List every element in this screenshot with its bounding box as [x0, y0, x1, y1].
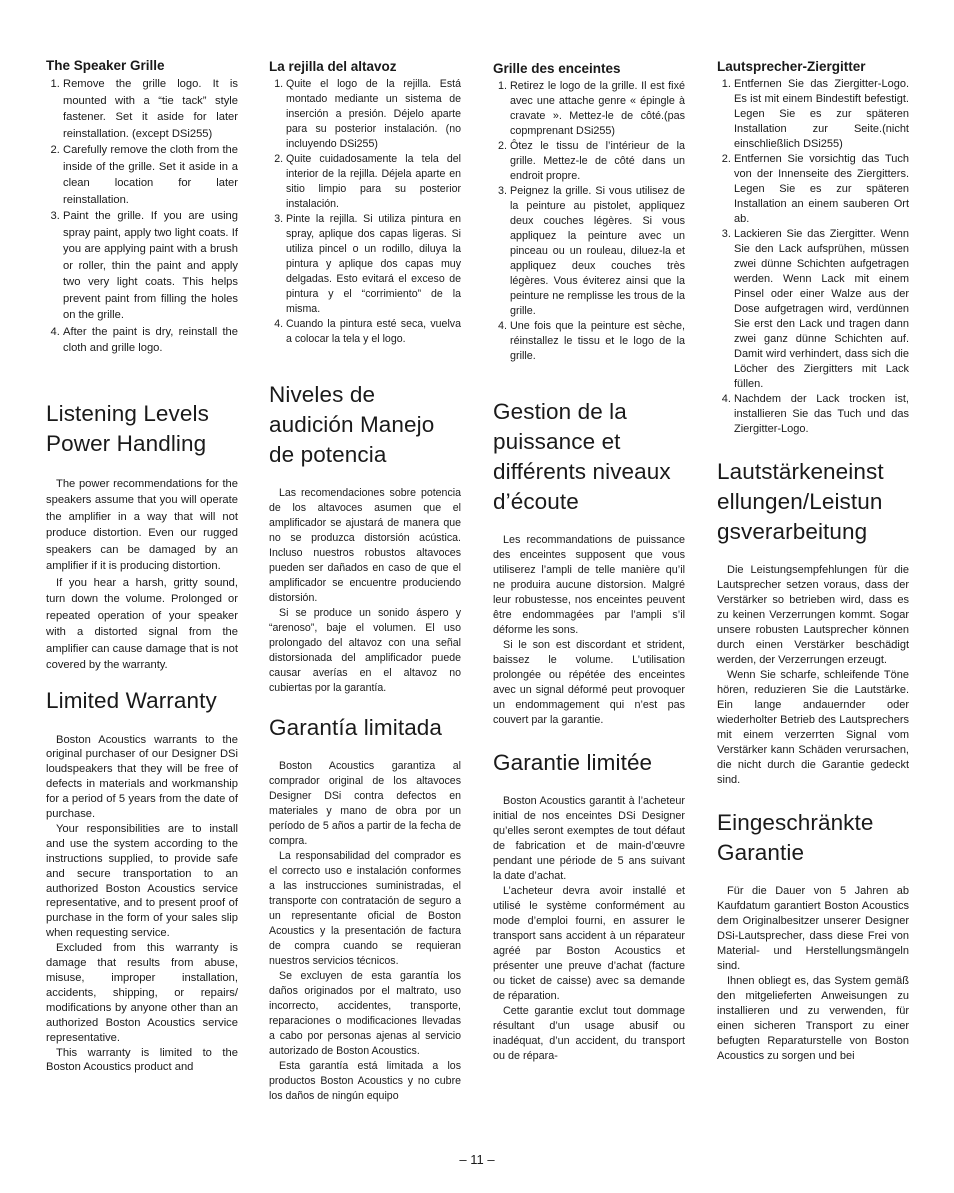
- paragraph: Boston Acoustics garantiza al comprador original de los altavoces Designer DSi contra defectos en materiales y mano de obra por un período de 5 años a partir de la fecha de compra.: [269, 760, 461, 847]
- paragraph: Boston Acoustics garantit à l’acheteur initial de nos enceintes DSi Designer qu’elles seront exemptes de tout défaut de fabrication et de main-d’œuvre pendant une période de 5 ans suivant la date d’achat.: [493, 795, 685, 882]
- list-item: 1. Remove the grille logo. It is mounted with a “tie tack” style fastener. Set it aside for later reinstallation. (except DSi255): [63, 76, 238, 142]
- paragraph: Si le son est discordant et strident, baissez le volume. L’utilisation prolongée ou répétée des enceintes avec un signal déformé peut provoquer un endommagement qui n’est pas couvert par la garantie.: [493, 639, 685, 726]
- list-item: 4. Nachdem der Lack trocken ist, installieren Sie das Tuch und das Ziergitter-Logo.: [734, 392, 909, 437]
- list-item: 4. Une fois que la peinture est sèche, réinstallez le tissu et le logo de la grille.: [510, 319, 685, 364]
- paragraph: The power recommendations for the speakers assume that you will operate the amplifier in a way that will not produce distortion. Even our rugged speakers can be damaged by an amplifier if it is producing distortion.: [46, 477, 238, 572]
- grille-steps-list: [717, 77, 909, 437]
- grille-subheading: Grille des enceintes: [493, 61, 621, 76]
- paragraph: Die Leistungsempfehlungen für die Lautsprecher setzen voraus, dass der Verstärker so betrieben wird, dass es zu keinen Verzerrungen kommt. Sogar unsere robusten Lautsprecher können durch einen Verstärker beschädigt werden, der Verzerrungen erzeugt.: [717, 564, 909, 666]
- list-item: 2. Entfernen Sie vorsichtig das Tuch von der Innenseite des Ziergitters. Legen Sie es zur späteren Installation an einem sauberen Ort ab.: [734, 152, 909, 227]
- spanish-column: [269, 59, 461, 1104]
- list-item: 2. Carefully remove the cloth from the inside of the grille. Set it aside in a clean location for later reinstallation.: [63, 142, 238, 208]
- paragraph: Si se produce un sonido áspero y “arenoso”, baje el volumen. El uso prolongado del altavoz con una señal distorsionada del amplificador puede causar averías en el altavoz no cubiertas por la garantía.: [269, 607, 461, 694]
- paragraph: Ihnen obliegt es, das System gemäß den mitgelieferten Anweisungen zu installieren und zu verwenden, für einen sicheren Transport zu einer befugten Reparaturstelle von Boston Acoustics zu sorgen und bei: [717, 975, 909, 1062]
- paragraph: Für die Dauer von 5 Jahren ab Kaufdatum garantiert Boston Acoustics dem Originalbesitzer unserer Designer DSi-Lautsprecher, dass diese Frei von Material- und Herstellungsmängeln sind.: [717, 885, 909, 972]
- paragraph: Les recommandations de puissance des enceintes supposent que vous utiliserez l’ampli de telle manière qu’il ne produira aucune distorsion. Malgré leur robustesse, nos enceintes peuvent être endommagées par l’ampli s’il déforme les sons.: [493, 534, 685, 636]
- list-item: 1. Entfernen Sie das Ziergitter-Logo. Es ist mit einem Bindestift befestigt. Legen Sie es zur späteren Installation zur Seite.(nicht einschließlich DSi255): [734, 77, 909, 152]
- paragraph: This warranty is limited to the Boston Acoustics product and: [46, 1046, 238, 1074]
- list-item: 1. Retirez le logo de la grille. Il est fixé avec une attache genre « épingle à cravate ». Mettez-le de côté.(pas copmprenant DSi255): [510, 79, 685, 139]
- paragraph: Excluded from this warranty is damage that results from abuse, misuse, improper installation, accidents, shipping, or repairs/ modifications by anyone other than an authorized Boston Acoustics service representative.: [46, 942, 238, 1044]
- page-number: – 11 –: [459, 1152, 495, 1167]
- paragraph: Las recomendaciones sobre potencia de los altavoces asumen que el amplificador se ajustará de manera que no se produzca distorsión acústica. Incluso nuestros robustos altavoces pueden ser dañados en caso de que el amplificador se encuentre produciendo distorsión.: [269, 487, 461, 604]
- listening-heading: Lautstärkeneinst ellungen/Leistun gsverarbeitung: [717, 459, 884, 544]
- grille-subheading: Lautsprecher-Ziergitter: [717, 59, 866, 74]
- listening-heading: Gestion de la puissance et différents niveaux d’écoute: [493, 399, 671, 514]
- list-item: 2. Ôtez le tissu de l’intérieur de la grille. Mettez-le de côté dans un endroit propre.: [510, 139, 685, 184]
- warranty-heading: Limited Warranty: [46, 687, 217, 713]
- paragraph: Se excluyen de esta garantía los daños originados por el maltrato, uso incorrecto, accidentes, transporte, reparaciones o modificaciones llevadas a cabo por personas ajenas al servicio autorizado de Boston Acoustics.: [269, 970, 461, 1057]
- list-item: 1. Quite el logo de la rejilla. Está montado mediante un sistema de inserción a presión. Déjelo aparte para su posterior instalación. (no incluyendo DSi255): [286, 77, 461, 152]
- english-column: [46, 58, 238, 1075]
- paragraph: La responsabilidad del comprador es el correcto uso e instalación conformes a las instrucciones suministradas, el transporte con contratación de seguro a un representante oficial de Boston Acoustics y la presentación de factura de compra cuando se requieran nuestros servicios técnicos.: [269, 850, 461, 967]
- paragraph: Cette garantie exclut tout dommage résultant d’un usage abusif ou inadéquat, d’un accident, du transport ou de répara-: [493, 1005, 685, 1062]
- french-column: [493, 61, 685, 1064]
- paragraph: Esta garantía está limitada a los productos Boston Acoustics y no cubre los daños de ningún equipo: [269, 1060, 461, 1102]
- paragraph: Boston Acoustics warrants to the original purchaser of our Designer DSi loudspeakers that they will be free of defects in materials and workmanship for a period of 5 years from the date of purchase.: [46, 733, 238, 821]
- list-item: 3. Paint the grille. If you are using spray paint, apply two light coats. If you are applying paint with a brush or roller, thin the paint and apply two very light coats. This helps prevent paint from filling the holes on the grille.: [63, 208, 238, 324]
- list-item: 4. Cuando la pintura esté seca, vuelva a colocar la tela y el logo.: [286, 317, 461, 347]
- grille-steps-list: [493, 79, 685, 364]
- warranty-heading: Eingeschränkte Garantie: [717, 810, 874, 865]
- list-item: 3. Lackieren Sie das Ziergitter. Wenn Sie den Lack aufsprühen, müssen zwei dünne Schichten aufgetragen werden. Wenn Lack mit einem Pinsel oder einer Walze aus der Dose aufgetragen wird, verdünnen Sie erst den Lack und tragen dann zwei ganz dünne Schichten auf. Damit wird verhindert, dass sich die Löcher des Ziergitters mit Lack füllen.: [734, 227, 909, 392]
- grille-subheading: The Speaker Grille: [46, 58, 165, 73]
- paragraph: If you hear a harsh, gritty sound, turn down the volume. Prolonged or repeated operation of your speaker with a distorted signal from the amplifier can cause damage that is not covered by the warranty.: [46, 576, 238, 671]
- listening-heading: Listening Levels Power Handling: [46, 400, 209, 456]
- warranty-heading: Garantía limitada: [269, 715, 443, 740]
- list-item: 2. Quite cuidadosamente la tela del interior de la rejilla. Déjela aparte en sitio limpio para su posterior instalación.: [286, 152, 461, 212]
- paragraph: Wenn Sie scharfe, schleifende Töne hören, reduzieren Sie die Lautstärke. Ein lange andauernder oder wiederholter Betrieb des Lautsprechers mit einem verzerrten Signal vom Verstärker kann Schäden verursachen, die nicht durch die Garantie gedeckt sind.: [717, 669, 909, 786]
- grille-steps-list: [269, 77, 461, 347]
- grille-steps-list: [46, 76, 238, 357]
- paragraph: L’acheteur devra avoir installé et utilisé le système conformément au mode d’emploi fourni, en assurer le transport sans accident à un réparateur agréé par Boston Acoustics et présenter une preuve d’achat (facture ou ticket de caisse) avec sa demande de réparation.: [493, 885, 685, 1002]
- warranty-heading: Garantie limitée: [493, 750, 653, 775]
- list-item: 3. Pinte la rejilla. Si utiliza pintura en spray, aplique dos capas ligeras. Si utiliza pincel o un rodillo, diluya la pintura y aplique dos capas muy delgadas. Esto evitará el exceso de pintura y el “corrimiento” de la misma.: [286, 212, 461, 317]
- list-item: 4. After the paint is dry, reinstall the cloth and grille logo.: [63, 324, 238, 357]
- german-column: [717, 59, 909, 1064]
- paragraph: Your responsibilities are to install and use the system according to the instructions supplied, to provide safe and secure transportation to an authorized Boston Acoustics service representative, and to present proof of purchase in the form of your sales slip when requesting service.: [46, 822, 238, 940]
- list-item: 3. Peignez la grille. Si vous utilisez de la peinture au pistolet, appliquez deux couches légères. Si vous appliquez la peinture avec un pinceau ou un rouleau, diluez-la et appliquez deux couches très légères. Vous éviterez ainsi que la peinture ne remplisse les trous de la grille.: [510, 184, 685, 319]
- listening-heading: Niveles de audición Manejo de potencia: [269, 382, 435, 467]
- grille-subheading: La rejilla del altavoz: [269, 59, 397, 74]
